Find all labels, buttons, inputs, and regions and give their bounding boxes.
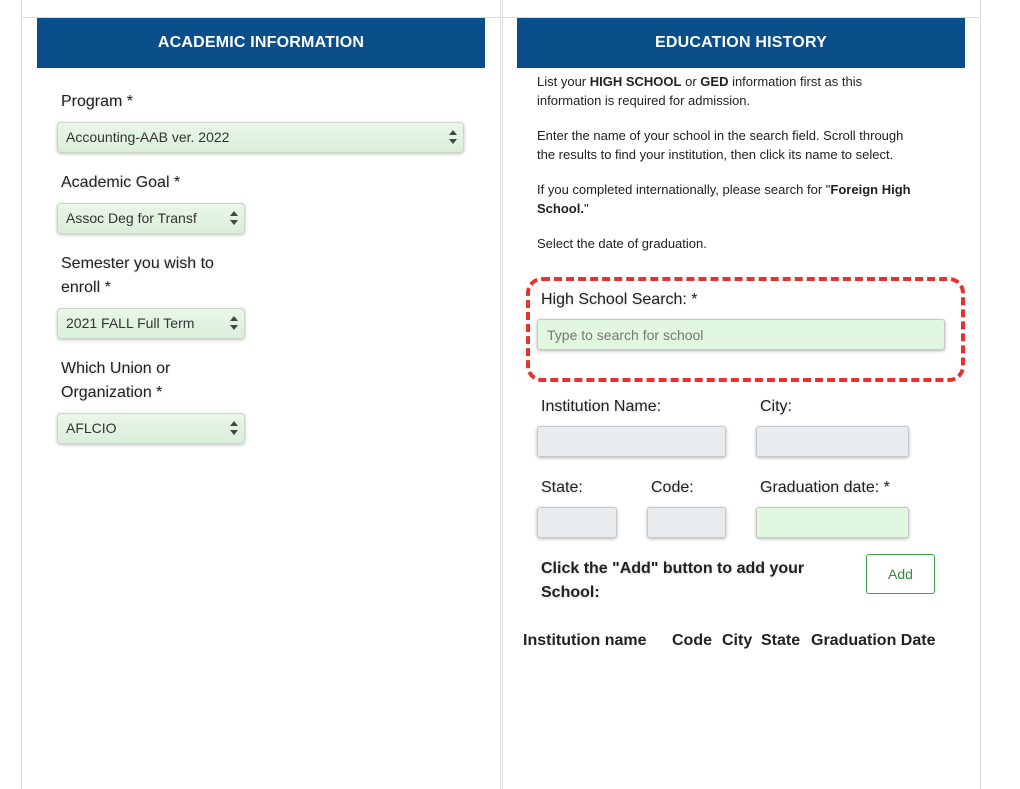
instructions-text: Enter the name of your school in the search field. Scroll through bbox=[537, 128, 904, 143]
add-prompt bbox=[541, 557, 841, 605]
semester-label-line2: enroll * bbox=[61, 279, 111, 296]
select-arrows-icon bbox=[230, 421, 238, 435]
union-label bbox=[61, 357, 170, 405]
select-arrows-icon bbox=[230, 211, 238, 225]
left-panel-border bbox=[21, 0, 22, 789]
add-school-button[interactable]: Add bbox=[866, 554, 935, 594]
instructions-bold-foreign: Foreign High bbox=[830, 182, 911, 197]
instructions-paragraph-3 bbox=[537, 180, 957, 218]
instructions-text: " bbox=[583, 201, 589, 216]
table-header-code: Code bbox=[672, 632, 712, 649]
instructions-text: List your bbox=[537, 74, 590, 89]
program-select[interactable] bbox=[57, 122, 464, 153]
instructions-bold-ged: GED bbox=[700, 74, 729, 89]
instructions-paragraph-2 bbox=[537, 126, 957, 164]
right-panel-border-right bbox=[980, 0, 981, 789]
institution-name-field[interactable] bbox=[537, 426, 726, 457]
city-label: City: bbox=[760, 398, 792, 415]
semester-select-value: 2021 FALL Full Term bbox=[66, 315, 195, 331]
education-history-header: EDUCATION HISTORY bbox=[517, 18, 965, 68]
semester-select[interactable] bbox=[57, 308, 245, 339]
semester-label bbox=[61, 252, 214, 300]
right-panel-border bbox=[502, 0, 503, 789]
academic-information-header: ACADEMIC INFORMATION bbox=[37, 18, 485, 68]
table-header-city: City bbox=[722, 632, 753, 649]
table-header-state: State bbox=[761, 632, 801, 649]
graduation-date-label: Graduation date: * bbox=[760, 479, 890, 496]
instructions-text: the results to find your institution, then click its name to select. bbox=[537, 147, 894, 162]
high-school-search-label: High School Search: * bbox=[541, 291, 698, 308]
union-select-value: AFLCIO bbox=[66, 420, 117, 436]
instructions-bold-school: School. bbox=[537, 201, 584, 216]
instructions-text: information is required for admission. bbox=[537, 93, 751, 108]
union-select[interactable] bbox=[57, 413, 245, 444]
add-prompt-line2: School: bbox=[541, 584, 600, 601]
graduation-date-field[interactable] bbox=[756, 507, 909, 538]
high-school-search-input[interactable] bbox=[537, 319, 945, 350]
academic-goal-label: Academic Goal * bbox=[61, 174, 181, 191]
program-select-value: Accounting-AAB ver. 2022 bbox=[66, 129, 230, 145]
instructions-paragraph-4: Select the date of graduation. bbox=[537, 236, 707, 251]
state-field[interactable] bbox=[537, 507, 617, 538]
state-label: State: bbox=[541, 479, 583, 496]
add-prompt-line1: Click the "Add" button to add your bbox=[541, 560, 805, 577]
table-header-graduation-date: Graduation Date bbox=[811, 632, 936, 649]
union-label-line1: Which Union or bbox=[61, 360, 171, 377]
city-field[interactable] bbox=[756, 426, 909, 457]
code-field[interactable] bbox=[647, 507, 726, 538]
semester-label-line1: Semester you wish to bbox=[61, 255, 214, 272]
select-arrows-icon bbox=[230, 316, 238, 330]
instructions-paragraph-1 bbox=[537, 72, 957, 110]
instructions-text: If you completed internationally, please search for " bbox=[537, 182, 831, 197]
select-arrows-icon bbox=[449, 130, 457, 144]
instructions-bold-high-school: HIGH SCHOOL bbox=[589, 74, 682, 89]
program-label: Program * bbox=[61, 93, 134, 110]
code-label: Code: bbox=[651, 479, 694, 496]
academic-goal-select-value: Assoc Deg for Transf bbox=[66, 210, 197, 226]
instructions-text: information first as this bbox=[728, 74, 863, 89]
left-panel-border-right bbox=[500, 0, 501, 789]
instructions-text: or bbox=[681, 74, 701, 89]
table-header-institution-name: Institution name bbox=[523, 632, 647, 649]
academic-goal-select[interactable] bbox=[57, 203, 245, 234]
institution-name-label: Institution Name: bbox=[541, 398, 662, 415]
union-label-line2: Organization * bbox=[61, 384, 163, 401]
